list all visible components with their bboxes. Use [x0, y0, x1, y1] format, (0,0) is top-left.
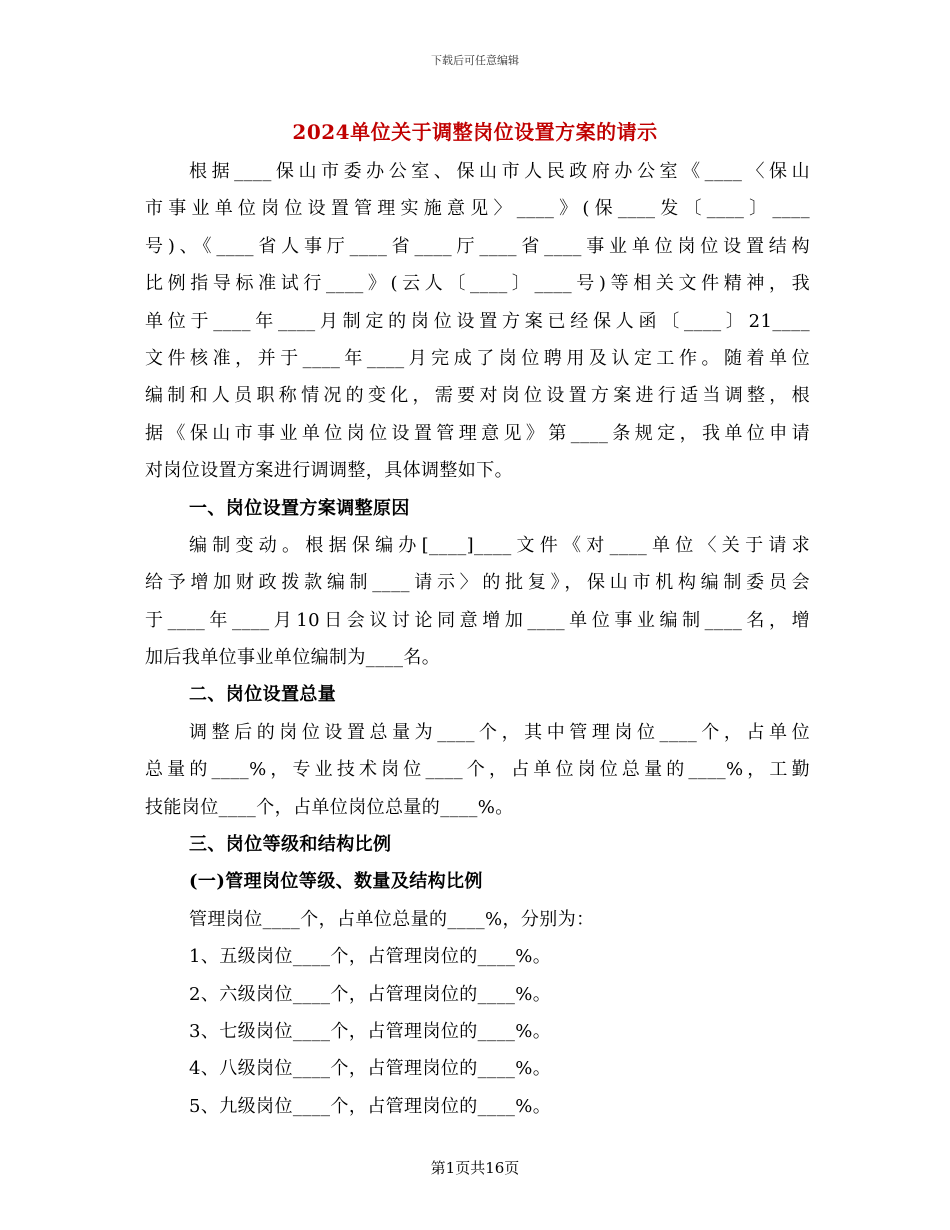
paragraph-line: 加后我单位事业单位编制为____名。 — [145, 647, 441, 669]
section-heading: 三、岗位等级和结构比例 — [189, 834, 392, 856]
paragraph-line: 管理岗位____个，占单位总量的____%，分别为： — [189, 908, 595, 930]
paragraph-line: 编制变动。根据保编办[____]____文件《对____单位〈关于请求 — [189, 534, 810, 556]
list-item: 4、八级岗位____个，占管理岗位的____%。 — [189, 1058, 552, 1080]
paragraph-line: 市事业单位岗位设置管理实施意见〉____》(保____发〔____〕____ — [145, 198, 810, 220]
list-item: 3、七级岗位____个，占管理岗位的____%。 — [189, 1020, 552, 1042]
paragraph-line: 编制和人员职称情况的变化，需要对岗位设置方案进行适当调整，根 — [145, 385, 810, 407]
paragraph-line: 根据____保山市委办公室、保山市人民政府办公室《____〈保山 — [189, 161, 810, 182]
paragraph-line: 调整后的岗位设置总量为____个，其中管理岗位____个，占单位 — [189, 721, 810, 743]
page-footer: 第1页共16页 — [430, 1159, 520, 1177]
paragraph-line: 给予增加财政拨款编制____请示〉的批复》，保山市机构编制委员会 — [145, 572, 810, 594]
paragraph-line: 总量的____%，专业技术岗位____个，占单位岗位总量的____%，工勤 — [145, 759, 810, 781]
paragraph-line: 号)、《____省人事厅____省____厅____省____事业单位岗位设置结构 — [145, 235, 810, 257]
paragraph-line: 文件核准，并于____年____月完成了岗位聘用及认定工作。随着单位 — [145, 347, 810, 369]
list-item: 1、五级岗位____个，占管理岗位的____%。 — [189, 946, 552, 968]
document-body — [145, 153, 810, 1125]
section-heading: 二、岗位设置总量 — [189, 684, 337, 706]
header-note: 下载后可任意编辑 — [431, 54, 519, 67]
subsection-heading: (一)管理岗位等级、数量及结构比例 — [189, 871, 483, 893]
list-item: 2、六级岗位____个，占管理岗位的____%。 — [189, 983, 552, 1005]
section-heading: 一、岗位设置方案调整原因 — [189, 497, 410, 519]
paragraph-line: 对岗位设置方案进行调调整，具体调整如下。 — [145, 460, 513, 482]
paragraph-line: 据《保山市事业单位岗位设置管理意见》第____条规定，我单位申请 — [145, 422, 810, 444]
paragraph-line: 于____年____月10日会议讨论同意增加____单位事业编制____名，增 — [145, 609, 810, 631]
list-item: 5、九级岗位____个，占管理岗位的____%。 — [189, 1095, 552, 1117]
paragraph-line: 单位于____年____月制定的岗位设置方案已经保人函〔____〕21____ — [145, 310, 810, 332]
paragraph-line: 技能岗位____个，占单位岗位总量的____%。 — [145, 796, 514, 818]
paragraph-line: 比例指导标准试行____》(云人〔____〕____号)等相关文件精神，我 — [145, 273, 810, 295]
document-title: 2024单位关于调整岗位设置方案的请示 — [292, 120, 658, 144]
